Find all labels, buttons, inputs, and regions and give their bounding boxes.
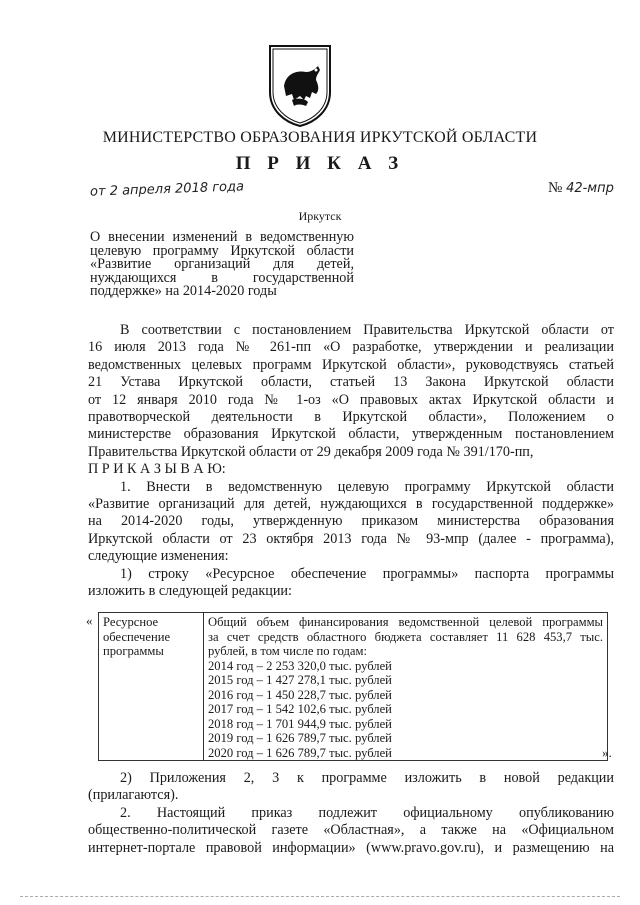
coat-of-arms-icon: [266, 42, 334, 128]
item2-line: (прилагаются).: [88, 787, 179, 804]
subject-line: О внесении изменений в ведомственную: [90, 229, 354, 245]
year-line: 2017 год – 1 542 102,6 тыс. рублей: [208, 702, 392, 716]
item3-line: общественно-политической газете «Областная», а также на «Официальном: [88, 822, 614, 839]
quote-open: «: [86, 613, 93, 628]
intro-line: рублей, в том числе по годам:: [208, 644, 367, 658]
year-line: 2015 год – 1 427 278,1 тыс. рублей: [208, 673, 392, 687]
year-line: 2019 год – 1 626 789,7 тыс. рублей: [208, 731, 392, 745]
preamble-line: 16 июля 2013 года № 261-пп «О разработке, утверждении и реализации: [88, 339, 614, 356]
order-subject: [90, 231, 354, 299]
preamble-line: Правительства Иркутской области от 29 декабря 2009 года № 391/170-пп,: [88, 443, 534, 460]
year-line: 2018 год – 1 701 944,9 тыс. рублей: [208, 716, 392, 731]
intro-line: за счет средств областного бюджета составляет 11 628 453,7 тыс.: [208, 629, 603, 644]
item3-line: 2. Настоящий приказ подлежит официальному опубликованию: [120, 804, 614, 821]
resource-table: [98, 612, 608, 761]
year-line: 2016 год – 1 450 228,7 тыс. рублей: [208, 687, 392, 702]
item1-line: на 2014-2020 годы, утвержденную приказом министерства образования: [88, 513, 614, 530]
preamble-line: правотворческой деятельности в Иркутской области», Положением о: [88, 409, 614, 426]
intro-line: Общий объем финансирования ведомственной целевой программы: [208, 615, 603, 629]
item2-line: 2) Приложения 2, 3 к программе изложить в новой редакции: [120, 770, 614, 786]
preamble-line: от 12 января 2010 года № 1-оз «О правовых актах Иркутской области и: [88, 391, 614, 408]
document-type-title: П Р И К А З: [235, 153, 405, 174]
item1-sub-line: изложить в следующей редакции:: [88, 583, 292, 600]
number-sign: №: [548, 180, 563, 196]
year-line: 2020 год – 1 626 789,7 тыс. рублей: [208, 745, 392, 760]
table-cell-label: [99, 613, 204, 761]
item1-line: следующие изменения:: [88, 548, 229, 565]
subject-line: нуждающихся в государственной: [90, 269, 354, 286]
handwritten-date: от 2 апреля 2018 года: [89, 179, 245, 200]
subject-line: целевую программу Иркутской области: [90, 242, 354, 259]
order-number: [548, 180, 614, 197]
preamble-line: ведомственных целевых программ Иркутской области», руководствуясь статьей: [88, 356, 614, 373]
item1-line: «Развитие организаций для детей, нуждающихся в государственной поддержке»: [88, 496, 614, 513]
item1-line: Иркутской области от 23 октября 2013 года № 93-мпр (далее - программа),: [88, 530, 614, 547]
ministry-title: МИНИСТЕРСТВО ОБРАЗОВАНИЯ ИРКУТСКОЙ ОБЛАСТИ: [102, 129, 538, 146]
label-line: обеспечение: [103, 629, 171, 644]
item1-sub-line: 1) строку «Ресурсное обеспечение программы» паспорта программы: [120, 565, 614, 582]
year-line: 2014 год – 2 253 320,0 тыс. рублей: [208, 658, 392, 673]
subject-line: поддержке» на 2014-2020 годы: [90, 283, 277, 299]
preamble-line: В соответствии с постановлением Правительства Иркутской области от: [120, 322, 614, 338]
table-row: [99, 613, 608, 761]
subject-line: «Развитие организаций для детей,: [90, 256, 354, 272]
order-word: П Р И К А З Ы В А Ю:: [88, 461, 226, 478]
label-line: Ресурсное: [103, 615, 159, 629]
label-line: программы: [103, 644, 164, 658]
preamble-line: 21 Устава Иркутской области, статьей 13 Закона Иркутской области: [88, 374, 614, 391]
order-body: [88, 322, 614, 601]
table-cell-content: [204, 613, 608, 761]
page-edge-divider: [20, 896, 620, 897]
quote-close: ».: [602, 745, 612, 760]
item1-line: 1. Внести в ведомственную целевую программу Иркутской области: [120, 478, 614, 495]
item3-line: интернет-портале правовой информации» (www.pravo.gov.ru), и размещению на: [88, 839, 614, 856]
order-body-continued: [88, 770, 614, 857]
preamble-line: министерстве образования Иркутской области, утвержденным постановлением: [88, 426, 614, 443]
city-name: Иркутск: [298, 209, 342, 223]
handwritten-number: 42-мпр: [566, 181, 614, 196]
